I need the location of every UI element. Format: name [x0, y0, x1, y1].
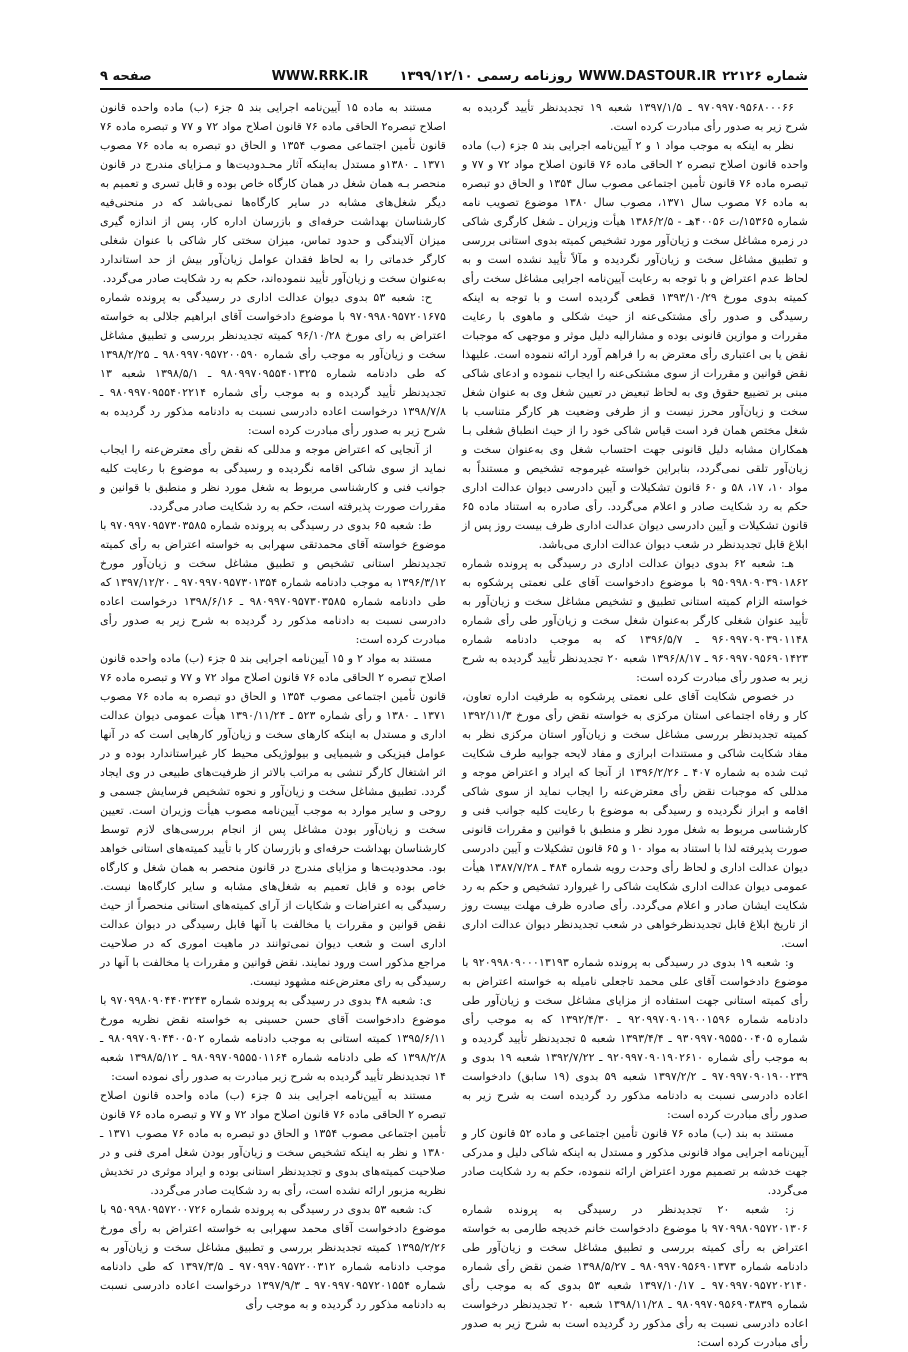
paragraph: ۹۷۰۹۹۷۰۹۵۶۸۰۰۰۶۶ ـ ۱۳۹۷/۱/۵ شعبه ۱۹ تجدیدنظر تأیید گردیده به شرح زیر به صدور رأی مبادرت کرده است.: [462, 101, 808, 133]
paragraph: از آنجایی که اعتراض موجه و مدللی که نقض رأی معترض‌عنه را ایجاب نماید از سوی شاکی اقامه نگردیده و رسیدگی به موضوع با رعایت کلیه جوانب فنی و کارشناسی مربوط به شغل مورد نظر و منطبق با قوانین و مقررات صورت پذیرفته است، حکم به رد شکایت صادر می‌گردد.: [100, 443, 446, 513]
paragraph: نظر به اینکه به موجب مواد ۱ و ۲ آیین‌نامه اجرایی بند ۵ جزء (ب) ماده واحده قانون اصلاح تبصره ۲ الحاقی ماده ۷۶ قانون اصلاح مواد ۷۲ و ۷۷ و تبصره ماده ۷۶ قانون تأمین اجتماعی مصوب سال ۱۳۵۴ و الحاق دو تبصره به ماده ۷۶ مصوب سال ۱۳۷۱، مصوب سال ۱۳۸۰ موضوع تصویب نامه شماره ۱۵۳۶۵/ت ۴۰۰۵۶هـ - ۱۳۸۶/۲/۵ هیأت وزیران ـ شغل کارگری شاکی در زمره مشاغل سخت و زیان‌آور مورد تشخیص کمیته بدوی استانی بررسی و تطبیق مشاغل سخت و زیان‌آور نگردیده و مآلاً تأیید نشده است و به لحاظ عدم اعتراض و با توجه به رعایت آیین‌نامه اجرایی مشاغل سخت رأی کمیته بدوی مورخ ۱۳۹۳/۱۰/۲۹ قطعی گردیده است و با توجه به اینکه رسیدگی و صدور رأی مشتکی‌عنه از حیث شکلی و ماهوی با رعایت مقررات و موازین قانونی بوده و مشارالیه دلیل موثر و موجهی که موجبات نقض یا بی اعتباری رأی معترض به را فراهم آورد ارائه ننموده است. علیهذا نقض قوانین و مقررات از سوی مشتکی‌عنه را ایجاب ننموده و ادعای شاکی مبنی بر تضییع حقوق وی به لحاظ تبعیض در تعیین شغل وی به عنوان شغل سخت و زیان‌آور محرز نیست و از طرفی وضعیت هر کارگر متناسب با شغل مختص همان فرد است قیاس شاکی خود را از حیث انطباق شغلی بـا همکاران مشابه دلیل قانونی جهت احتساب شغل وی به‌عنوان سخت و زیان‌آور تلقی نمی‌گردد، بنابراین خواسته غیرموجه تشخیص و مستنداً به مواد ۱۰، ۱۷، ۵۸ و ۶۰ قانون تشکیلات و آیین دادرسی دیوان عدالت اداری حکم به رد شکایت صادر و اعلام می‌گردد. رأی صادره به استناد ماده ۶۵ قانون تشکیلات و آیین دادرسی دیوان عدالت اداری ظرف بیست روز پس از ابلاغ قابل تجدیدنظر در شعب دیوان عدالت اداری می‌باشد.: [461, 139, 809, 551]
paragraph: مستند به ماده ۱۵ آیین‌نامه اجرایی بند ۵ جزء (ب) ماده واحده قانون اصلاح تبصره۲ الحاقی ماده ۷۶ قانون اصلاح مواد ۷۲ و ۷۷ و تبصره ماده ۷۶ قانون تأمین اجتماعی مصوب ۱۳۵۴ و الحاق دو تبصره به ماده ۷۶ مصوب ۱۳۷۱ ـ ۱۳۸۰و مستدل به‌اینکه آثار محـدودیت‌ها و مـزایای مندرج در قانون منحصر بـه همان شغل در همان کارگاه خاص بوده و قابل تسری و تعمیم به دیگر شغل‌های مشابه در سایر کارگاه‌ها نمی‌باشد که در منحنی‌فیه کارشناسان بهداشت حرفه‌ای و بازرسان اداره کار، پس از اندازه گیری میزان آلایندگی و حدود تماس، میزان سختی کار شاکی با عنوان شغلی کارگر خدماتی را به لحاظ فقدان عوامل زیان‌آور بیش از حد استاندارد به‌عنوان سخت و زیان‌آور تأیید ننموده‌اند، حکم به رد شکایت صادر می‌گردد.: [100, 101, 447, 285]
website-rrk: WWW.RRK.IR: [271, 69, 369, 84]
text-columns: [100, 98, 809, 1349]
paragraph: ح: شعبه ۵۳ بدوی دیوان عدالت اداری در رسیدگی به پرونده شماره ۹۷۰۹۹۸۰۹۵۷۲۰۱۶۷۵ با موضوع دادخواست آقای ابراهیم جلالی به خواسته اعتراض به رای مورخ ۹۶/۱۰/۲۸ کمیته تجدیدنظر بررسی و تطبیق مشاغل سخت و زیان‌آور به موجب رأی شماره ۹۸۰۹۹۷۰۹۵۷۲۰۰۵۹۰ ـ ۱۳۹۸/۲/۲۵ که طی دادنامه شماره ۹۸۰۹۹۷۰۹۵۵۴۰۱۳۲۵ ـ ۱۳۹۸/۵/۱ شعبه ۱۳ تجدیدنظر تأیید گردیده و به موجب رأی شماره ۹۸۰۹۹۷۰۹۵۵۴۰۲۲۱۴ ـ ۱۳۹۸/۷/۸ درخواست اعاده دادرسی نسبت به دادنامه مذکور رد گردیده به شرح زیر به صدور رأی مبادرت کرده است:: [100, 291, 447, 437]
paragraph: مستند به بند (ب) ماده ۷۶ قانون تأمین اجتماعی و ماده ۵۲ قانون کار و آیین‌نامه اجرایی مواد قانونی مذکور و مستدل به اینکه شاکی دلیل و مدرکی جهت خدشه بر تصمیم مورد اعتراض ارائه ننموده، حکم به رد شکایت صادر می‌گردد.: [462, 1127, 808, 1197]
paragraph: هـ: شعبه ۶۲ بدوی دیوان عدالت اداری در رسیدگی به پرونده شماره ۹۵۰۹۹۸۰۹۰۳۹۰۱۸۶۲ با موضوع دادخواست آقای علی نعمتی پرشکوه به خواسته الزام کمیته استانی تطبیق و تشخیص مشاغل سخت و زیان‌آور به تأیید عنوان شغلی کارگر به‌عنوان شغل سخت و زیان‌آور طی رأی شماره ۹۶۰۹۹۷۰۹۰۳۹۰۱۱۴۸ ـ ۱۳۹۶/۵/۷ که به موجب دادنامه شماره ۹۶۰۹۹۷۰۹۵۶۹۰۱۴۲۳ ـ ۱۳۹۶/۸/۱۷ شعبه ۲۰ تجدیدنظر تأیید گردیده به شرح زیر به صدور رأی مبادرت کرده است:: [462, 557, 809, 684]
paragraph: ک: شعبه ۵۳ بدوی در رسیدگی به پرونده شماره ۹۵۰۹۹۸۰۹۵۷۲۰۰۷۲۶ با موضوع دادخواست آقای محمد سهرابی به خواسته اعتراض به رأی مورخ ۱۳۹۵/۲/۲۶ کمیته تجدیدنظر بررسی و تطبیق مشاغل سخت و زیان‌آور به موجب دادنامه شماره ۹۷۰۹۹۷۰۹۵۷۲۰۰۳۱۲ ـ ۱۳۹۷/۳/۵ که طی دادنامه شماره ۹۷۰۹۹۷۰۹۵۷۲۰۱۵۵۴ ـ ۱۳۹۷/۹/۳ درخواست اعاده دادرسی نسبت به دادنامه مذکور رد گردیده و به موجب رأی: [100, 1203, 447, 1311]
paragraph: و: شعبه ۱۹ بدوی در رسیدگی به پرونده شماره ۹۲۰۹۹۸۰۹۰۰۰۱۳۱۹۳ با موضوع دادخواست آقای علی محمد تاجعلی نامیله به خواسته اعتراض به رأی کمیته استانی جهت استفاده از مزایای مشاغل سخت و زیان‌آور طی دادنامه شماره ۹۲۰۹۹۷۰۹۰۱۹۰۰۱۵۹۶ ـ ۱۳۹۲/۴/۳۰ که به موجب رأی شماره ۹۳۰۹۹۷۰۹۵۵۵۰۰۴۰۵ ـ ۱۳۹۳/۴/۴ شعبه ۵ تجدیدنظر تأیید گردیده و به موجب رأی شماره ۹۲۰۹۹۷۰۹۰۱۹۰۲۶۱۰ ـ ۱۳۹۲/۷/۲۲ شعبه ۱۹ بدوی و ۹۷۰۹۹۷۰۹۰۱۹۰۰۲۳۹ ـ ۱۳۹۷/۲/۲ شعبه ۵۹ بدوی (۱۹ سابق) دادخواست اعاده دادرسی نسبت به دادنامه مذکور رد گردیده است به شرح زیر به صدور رأی مبادرت کرده است:: [462, 956, 809, 1121]
page-number: صفحه ۹: [100, 69, 152, 84]
paragraph: مستند به مواد ۲ و ۱۵ آیین‌نامه اجرایی بند ۵ جزء (ب) ماده واحده قانون اصلاح تبصره ۲ الحاقی ماده ۷۶ قانون اصلاح مواد ۷۲ و ۷۷ و تبصره ماده ۷۶ قانون تأمین اجتماعی مصوب ۱۳۵۴ و الحاق دو تبصره به ماده ۷۶ مصوب ۱۳۷۱ ـ ۱۳۸۰ و رأی شماره ۵۲۳ ـ ۱۳۹۰/۱۱/۲۴ هیأت عمومی دیوان عدالت اداری و مستدل به اینکه کارهای سخت و زیان‌آور کارهایی است که در آنها عوامل فیزیکی و شیمیایی و بیولوژیکی محیط کار غیراستاندارد بوده و در اثر اشتغال کارگر تنشی به مراتب بالاتر از ظرفیت‌های طبیعی در وی ایجاد گردد. تطبیق مشاغل سخت و زیان‌آور و نحوه تشخیص فرسایش جسمی و روحی و سایر موارد به موجب آیین‌نامه مصوب هیأت وزیران است. تعیین سخت و زیان‌آور بودن مشاغل پس از انجام بررسی‌های لازم توسط کارشناسان بهداشت حرفه‌ای و بازرسان کار با تأیید کمیته‌های استانی خواهد بود. محدودیت‌ها و مزایای مندرج در قانون منحصر به همان شغل و کارگاه خاص بوده و قابل تعمیم به شغل‌های مشابه و سایر کارگاه‌ها نیست. رسیدگی به اعتراضات و شکایات از آرای کمیته‌های استانی منحصراً از حیث نقض قوانین و مقررات یا مخالفت با آنها قابل رسیدگی در دیوان عدالت اداری است و شعب دیوان نمی‌توانند در ماهیت اموری که در صلاحیت مراجع مذکور است ورود نمایند. نقض قوانین و مقررات یا مخالفت با آنها در رسیدگی به رای معترض‌عنه مشهود نیست.: [100, 652, 447, 988]
paragraph: ط: شعبه ۶۵ بدوی در رسیدگی به پرونده شماره ۹۷۰۹۹۷۰۹۵۷۳۰۳۵۸۵ با موضوع خواسته آقای محمدتقی سهرابی به خواسته اعتراض به رأی کمیته تجدیدنظر استانی تشخیص و تطبیق مشاغل سخت و زیان‌آور مورخ ۱۳۹۶/۳/۱۲ به موجب دادنامه شماره ۹۷۰۹۹۷۰۹۵۷۳۰۱۳۵۴ ـ ۱۳۹۷/۱۲/۲۰ که طی دادنامه شماره ۹۸۰۹۹۷۰۹۵۷۳۰۳۵۸۵ ـ ۱۳۹۸/۶/۱۶ درخواست اعاده دادرسی نسبت به دادنامه مذکور رد گردیده به شرح زیر به صدور رأی مبادرت کرده است:: [100, 519, 447, 646]
left-column: [100, 98, 446, 1313]
page-header: [100, 64, 808, 90]
paragraph: در خصوص شکایت آقای علی نعمتی پرشکوه به طرفیت اداره تعاون، کار و رفاه اجتماعی استان مرکزی به خواسته نقض رأی مورخ ۱۳۹۲/۱۱/۳ کمیته تجدیدنظر بررسی مشاغل سخت و زیان‌آور استان مرکزی نظر به مفاد شکایت شاکی و مستندات ابرازی و مفاد لایحه جوابیه طرف شکایت ثبت شده به شماره ۴۰۷ ـ ۱۳۹۶/۲/۲۶ از آنجا که ایراد و اعتراض موجه و مدللی که موجبات نقض رأی معترض‌عنه را ایجاب نماید از سوی شاکی اقامه و ابراز نگردیده و رسیدگی به موضوع با رعایت کلیه جوانب فنی و کارشناسی مربوط به شغل مورد نظر و منطبق با قوانین و مقررات قانونی صورت پذیرفته لذا با استناد به مواد ۱۰ و ۶۵ قانون تشکیلات و آیین دادرسی دیوان عدالت اداری و لحاظ رأی وحدت رویه شماره ۴۸۴ ـ ۱۳۸۷/۷/۲۸ هیأت عمومی دیوان عدالت اداری شکایت شاکی را غیروارد تشخیص و حکم به رد شکایت ایشان صادر و اعلام می‌گردد. رأی صادره ظرف مهلت بیست روز از تاریخ ابلاغ قابل تجدیدنظرخواهی در شعب تجدیدنظر دیوان عدالت اداری است.: [462, 690, 809, 950]
issue-number: شماره ۲۲۱۲۶: [722, 69, 808, 84]
paragraph: ی: شعبه ۴۸ بدوی در رسیدگی به پرونده شماره ۹۷۰۹۹۸۰۹۰۴۴۰۳۲۴۳ با موضوع دادخواست آقای حسن حسینی به خواسته نقض نظریه مورخ ۱۳۹۵/۶/۱۱ کمیته استانی به موجب دادنامه شماره ۹۸۰۹۹۷۰۹۰۴۴۰۰۵۰۲ ـ ۱۳۹۸/۲/۸ که طی دادنامه شماره ۹۸۰۹۹۷۰۹۵۵۵۰۱۱۶۴ ـ ۱۳۹۸/۵/۱۲ شعبه ۱۴ تجدیدنظر تأیید گردیده به شرح زیر مبادرت به صدور رأی نموده است:: [100, 994, 447, 1083]
paragraph: مستند به آیین‌نامه اجرایی بند ۵ جزء (ب) ماده واحده قانون اصلاح تبصره ۲ الحاقی ماده ۷۶ قانون اصلاح مواد ۷۲ و ۷۷ و تبصره ماده ۷۶ قانون تأمین اجتماعی مصوب ۱۳۵۴ و الحاق دو تبصره به ماده ۷۶ مصوب ۱۳۷۱ ـ ۱۳۸۰ و نظر به اینکه تشخیص سخت و زیان‌آور بودن شغل امری فنی و در صلاحیت کمیته‌های بدوی و تجدیدنظر استانی بوده و ایراد موثری در تخدیش نظریه مزبور ارائه نشده است، رأی به رد شکایت صادر می‌گردد.: [100, 1089, 447, 1197]
gazette-date: روزنامه رسمی ۱۳۹۹/۱۲/۱۰: [399, 69, 573, 84]
right-column: [461, 98, 809, 1349]
website-dastour: WWW.DASTOUR.IR: [578, 69, 717, 84]
paragraph: ز: شعبه ۲۰ تجدیدنظر در رسیدگی به پرونده شماره ۹۷۰۹۹۸۰۹۵۷۲۰۱۳۰۶ با موضوع دادخواست خانم خدیجه طارمی به خواسته اعتراض به رأی کمیته بررسی و تطبیق مشاغل سخت و زیان‌آور طی دادنامه شماره ۹۸۰۹۹۷۰۹۵۶۹۰۱۳۷۳ ـ ۱۳۹۸/۵/۲۷ ضمن نقض رأی شماره ۹۷۰۹۹۷۰۹۵۷۲۰۲۱۴۰ ـ ۱۳۹۷/۱۰/۱۷ شعبه ۵۳ بدوی که به موجب رأی شماره ۹۸۰۹۹۷۰۹۵۶۹۰۳۸۳۹ ـ ۱۳۹۸/۱۱/۲۸ شعبه ۲۰ تجدیدنظر درخواست اعاده دادرسی نسبت به رأی مذکور رد گردیده است به شرح زیر به صدور رأی مبادرت کرده است:: [462, 1203, 808, 1349]
